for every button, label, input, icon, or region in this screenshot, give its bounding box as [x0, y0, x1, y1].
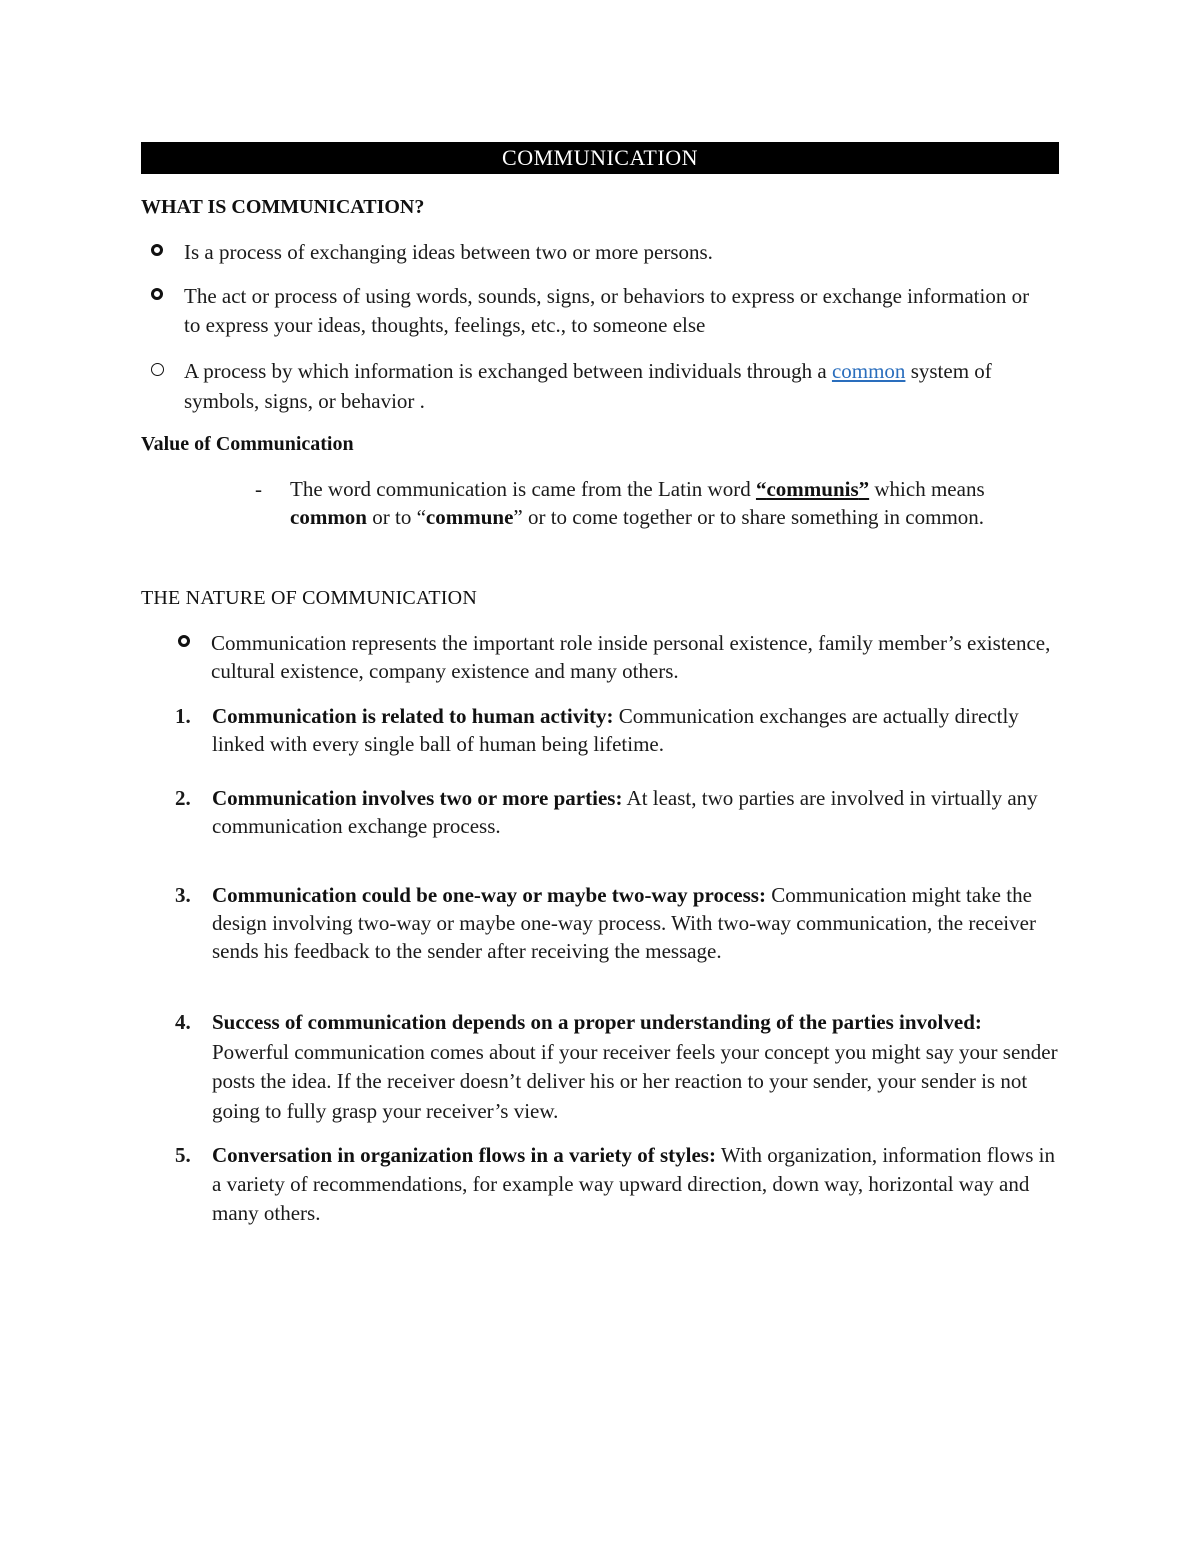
- item-body: With organization, information flows in a variety of recommendations, for example way upward direction, down way, horizontal way and many others.: [212, 1143, 1055, 1225]
- value-text: [290, 475, 1060, 531]
- bullet-text-part: A process by which information is exchanged between individuals through a: [184, 359, 832, 383]
- bullet-text: [184, 356, 1014, 416]
- common-link[interactable]: common: [831, 359, 906, 383]
- item-number: 5.: [175, 1143, 191, 1167]
- circle-bullet-icon: [178, 635, 190, 647]
- item-number: 3.: [175, 883, 191, 907]
- latin-word: “communis”: [755, 477, 870, 501]
- item-number: 4.: [175, 1010, 191, 1034]
- circle-bullet-icon: [151, 363, 164, 376]
- circle-bullet-icon: [151, 244, 163, 256]
- item-bold: Communication involves two or more parties:: [212, 786, 623, 810]
- document-title: COMMUNICATION: [141, 142, 1059, 174]
- item-text: [212, 1008, 1062, 1126]
- item-body: Powerful communication comes about if your receiver feels your concept you might say your sender posts the idea. If the receiver doesn’t deliver his or her reaction to your sender, your sender is not going to fully grasp your receiver’s view.: [212, 1039, 1058, 1123]
- bullet-text: Communication represents the important role inside personal existence, family member’s existence, cultural existence, company existence and many others.: [211, 631, 1051, 683]
- dash-bullet: -: [255, 477, 262, 501]
- item-body: Communication exchanges are actually directly linked with every single ball of human being lifetime.: [212, 704, 1019, 756]
- item-bold: Success of communication depends on a proper understanding of the parties involved:: [212, 1010, 982, 1034]
- item-bold: Communication could be one-way or maybe two-way process:: [212, 883, 766, 907]
- bold-word-commune: commune: [425, 505, 514, 529]
- bullet-text-part: system of symbols, signs, or behavior .: [184, 359, 992, 413]
- item-number: 2.: [175, 786, 191, 810]
- section-heading-what-is: WHAT IS COMMUNICATION?: [141, 196, 425, 218]
- value-text-part: ” or to come together or to share something in common.: [513, 505, 985, 529]
- item-body: At least, two parties are involved in virtually any communication exchange process.: [212, 786, 1038, 838]
- section-heading-value: Value of Communication: [141, 433, 354, 455]
- item-bold: Communication is related to human activity:: [212, 704, 614, 728]
- item-text: [212, 784, 1062, 840]
- item-text: [212, 881, 1062, 965]
- value-text-part: which means: [869, 477, 985, 501]
- bullet-text: The act or process of using words, sounds, signs, or behaviors to express or exchange information or to express your ideas, thoughts, feelings, etc., to someone else: [184, 284, 1030, 337]
- bold-word-common: common: [290, 505, 367, 529]
- item-body: Communication might take the design involving two-way or maybe one-way process. With two-way communication, the receiver sends his feedback to the sender after receiving the message.: [212, 883, 1036, 963]
- item-text: [212, 702, 1062, 758]
- circle-bullet-icon: [151, 288, 163, 300]
- item-text: [212, 1141, 1062, 1228]
- section-heading-nature: THE NATURE OF COMMUNICATION: [141, 587, 477, 609]
- bullet-text: Is a process of exchanging ideas between two or more persons.: [184, 240, 713, 264]
- value-text-part: or to “: [367, 505, 426, 529]
- item-bold: Conversation in organization flows in a variety of styles:: [212, 1143, 716, 1167]
- value-text-part: The word communication is came from the Latin word: [290, 477, 756, 501]
- item-number: 1.: [175, 704, 191, 728]
